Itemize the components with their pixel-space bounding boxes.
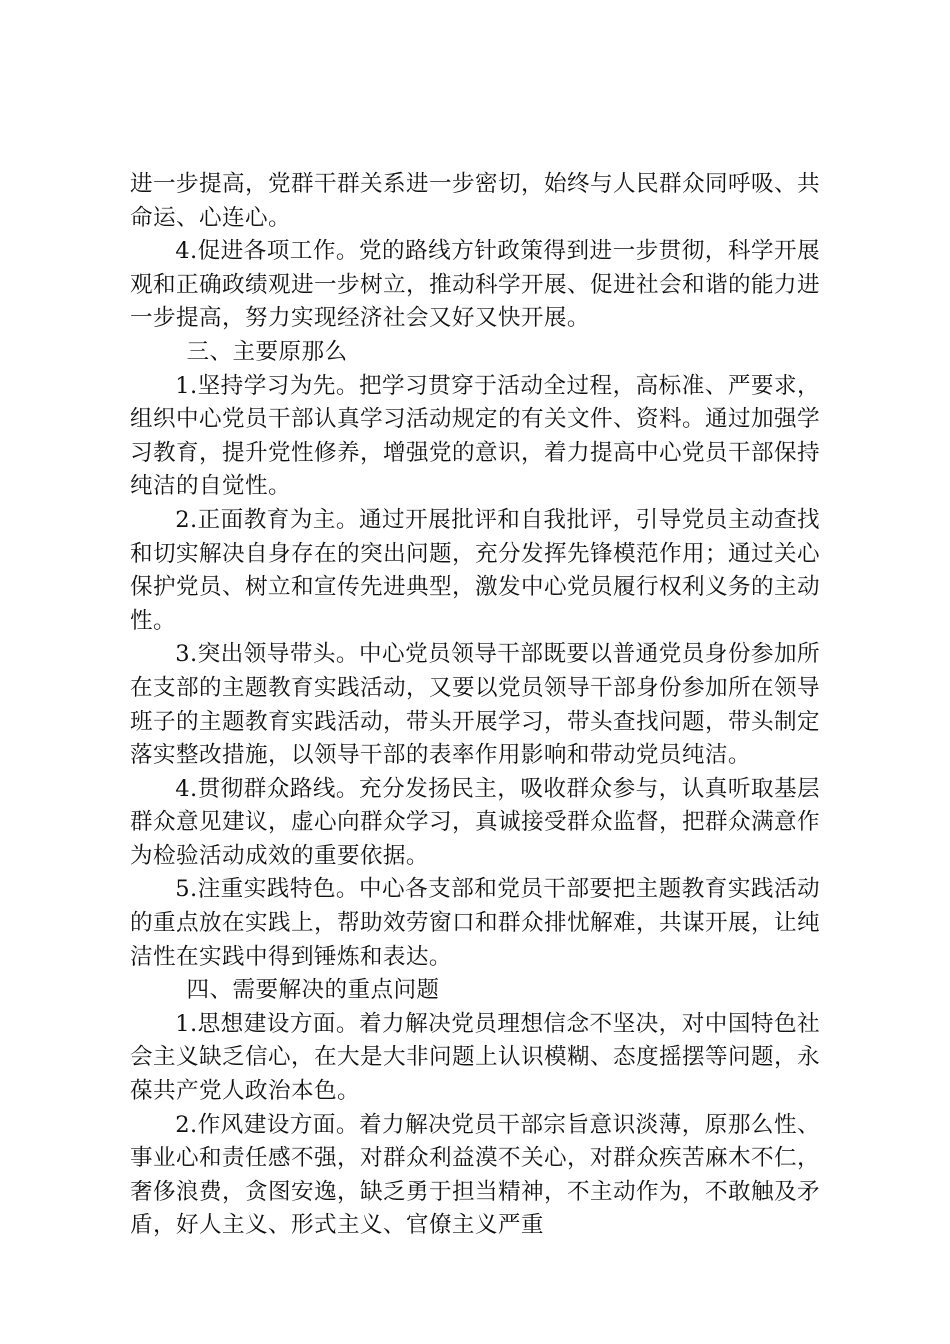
section-heading-principles: 三、主要原那么 <box>186 338 348 365</box>
document-page <box>130 168 820 1243</box>
paragraph-work-style: 2.作风建设方面。着力解决党员干部宗旨意识淡薄，原那么性、事业心和责任感不强，对群众利益漠不关心，对群众疾苦麻木不仁，奢侈浪费，贪图安逸，缺乏勇于担当精神，不主动作为，不敢触及矛盾，好人主义、形式主义、官僚主义严重 <box>130 1111 820 1239</box>
paragraph-leaders-lead: 3.突出领导带头。中心党员领导干部既要以普通党员身份参加所在支部的主题教育实践活动，又要以党员领导干部身份参加所在领导班子的主题教育实践活动，带头开展学习，带头查找问题，带头制定落实整改措施，以领导干部的表率作用影响和带动党员纯洁。 <box>130 641 820 769</box>
paragraph-mass-line: 4.贯彻群众路线。充分发扬民主，吸收群众参与，认真听取基层群众意见建议，虚心向群众学习，真诚接受群众监督，把群众满意作为检验活动成效的重要依据。 <box>130 775 820 869</box>
section-heading-key-problems: 四、需要解决的重点问题 <box>186 977 440 1004</box>
paragraph-positive-education: 2.正面教育为主。通过开展批评和自我批评，引导党员主动查找和切实解决自身存在的突出问题，充分发挥先锋模范作用；通过关心保护党员、树立和宣传先进典型，激发中心党员履行权利义务的主动性。 <box>130 506 820 634</box>
paragraph-promote-work: 4.促进各项工作。党的路线方针政策得到进一步贯彻，科学开展观和正确政绩观进一步树立，推动科学开展、促进社会和谐的能力进一步提高，努力实现经济社会又好又快开展。 <box>130 238 820 332</box>
paragraph-study-first: 1.坚持学习为先。把学习贯穿于活动全过程，高标准、严要求，组织中心党员干部认真学习活动规定的有关文件、资料。通过加强学习教育，提升党性修养，增强党的意识，着力提高中心党员干部保持纯洁的自觉性。 <box>130 372 820 500</box>
paragraph-continuation: 进一步提高，党群干群关系进一步密切，始终与人民群众同呼吸、共命运、心连心。 <box>130 171 820 231</box>
paragraph-practice: 5.注重实践特色。中心各支部和党员干部要把主题教育实践活动的重点放在实践上，帮助效劳窗口和群众排忧解难，共谋开展，让纯洁性在实践中得到锤炼和表达。 <box>130 876 820 970</box>
paragraph-ideological: 1.思想建设方面。着力解决党员理想信念不坚决，对中国特色社会主义缺乏信心，在大是大非问题上认识模糊、态度摇摆等问题，永葆共产党人政治本色。 <box>130 1010 820 1105</box>
